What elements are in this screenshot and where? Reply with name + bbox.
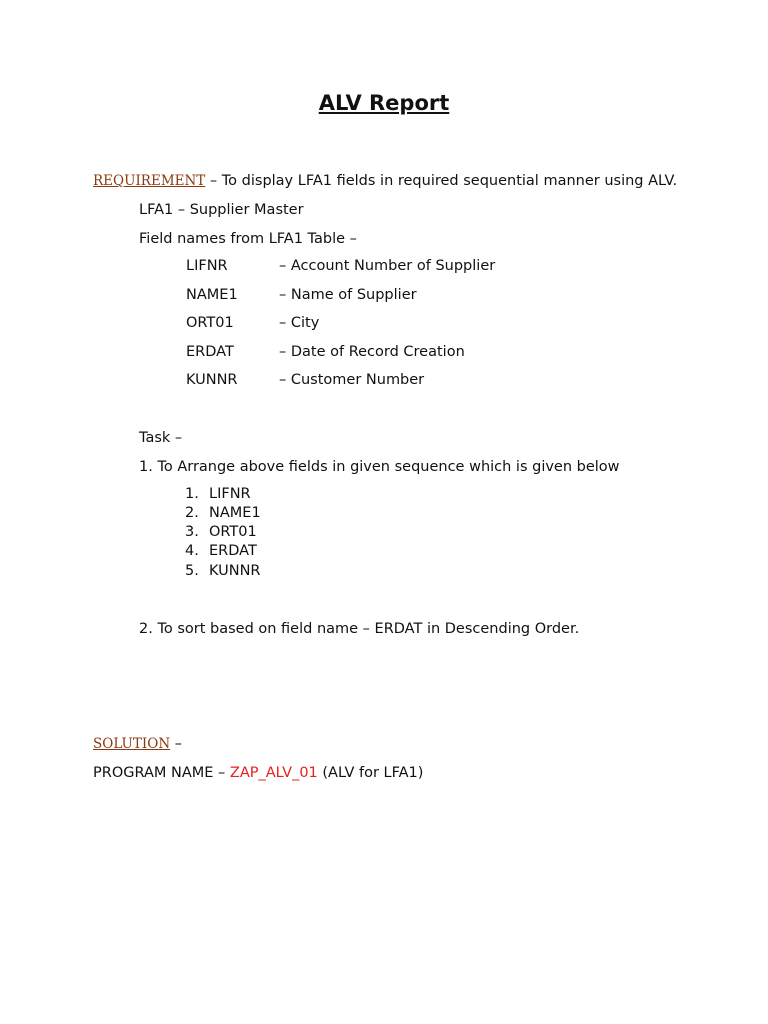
list-text: ORT01 (209, 524, 257, 540)
list-text: LIFNR (209, 486, 251, 502)
list-text: KUNNR (209, 563, 261, 579)
requirement-text: – To display LFA1 fields in required sequential manner using ALV. (205, 173, 678, 189)
field-description: – Name of Supplier (279, 287, 417, 303)
list-number: 5. (185, 563, 199, 579)
field-row (186, 344, 606, 362)
field-description: – Date of Record Creation (279, 344, 465, 360)
field-code: LIFNR (186, 258, 228, 274)
solution-suffix: – (170, 736, 182, 752)
task-two: 2. To sort based on field name – ERDAT in Descending Order. (139, 621, 580, 637)
field-names-heading: Field names from LFA1 Table – (139, 231, 357, 247)
field-description: – City (279, 315, 320, 331)
list-item (185, 505, 385, 523)
solution-line (93, 735, 182, 753)
requirement-label: REQUIREMENT (93, 173, 206, 189)
list-number: 3. (185, 524, 199, 540)
program-suffix: (ALV for LFA1) (317, 765, 424, 781)
list-item (185, 524, 385, 542)
list-item (185, 486, 385, 504)
list-text: NAME1 (209, 505, 261, 521)
list-item (185, 543, 385, 561)
program-name-line (93, 764, 423, 782)
program-name: ZAP_ALV_01 (229, 765, 318, 781)
field-code: KUNNR (186, 372, 238, 388)
field-row (186, 372, 606, 390)
list-number: 4. (185, 543, 199, 559)
field-code: ERDAT (186, 344, 234, 360)
lfa1-description: LFA1 – Supplier Master (139, 202, 304, 218)
list-item (185, 563, 385, 581)
field-code: ORT01 (186, 315, 234, 331)
requirement-line (93, 172, 677, 190)
task-one: 1. To Arrange above fields in given sequence which is given below (139, 459, 620, 475)
solution-label: SOLUTION (93, 736, 171, 752)
field-description: – Account Number of Supplier (279, 258, 496, 274)
list-text: ERDAT (209, 543, 257, 559)
task-heading: Task – (139, 430, 183, 446)
field-code: NAME1 (186, 287, 238, 303)
field-row (186, 315, 606, 333)
field-description: – Customer Number (279, 372, 425, 388)
list-number: 1. (185, 486, 199, 502)
program-prefix: PROGRAM NAME – (93, 765, 230, 781)
page-title: ALV Report (318, 91, 450, 115)
field-row (186, 258, 606, 276)
field-row (186, 287, 606, 305)
list-number: 2. (185, 505, 199, 521)
